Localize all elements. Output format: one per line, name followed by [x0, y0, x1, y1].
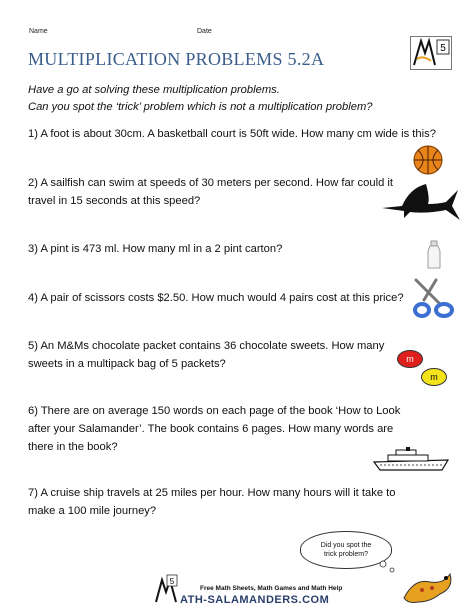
page-title: MULTIPLICATION PROBLEMS 5.2A: [28, 49, 325, 69]
intro-line-1: Have a go at solving these multiplication problems.: [28, 84, 280, 96]
salamander-icon: [400, 568, 456, 608]
bubble-line-2: trick problem?: [324, 551, 368, 558]
question-3: 3) A pint is 473 ml. How many ml in a 2 pint carton?: [28, 243, 283, 255]
footer-logo-number: 5: [169, 577, 175, 586]
scissors-icon: [410, 276, 458, 320]
salamander-logo-icon: [411, 37, 451, 69]
date-label: Date: [197, 28, 212, 35]
question-2: 2) A sailfish can swim at speeds of 30 meters per second. How far could it travel in 15 seconds at this speed?: [28, 177, 394, 207]
logo: [410, 36, 452, 70]
question-4: 4) A pair of scissors costs $2.50. How much would 4 pairs cost at this price?: [28, 292, 404, 304]
cruise-ship-icon: [372, 446, 452, 472]
question-1: 1) A foot is about 30cm. A basketball court is 50ft wide. How many cm wide is this?: [28, 128, 436, 140]
footer-site-name: ATH-SALAMANDERS.COM: [180, 594, 330, 606]
footer-tagline: Free Math Sheets, Math Games and Math Help: [200, 585, 343, 592]
bubble-line-1: Did you spot the: [320, 542, 372, 549]
basketball-icon: [412, 144, 444, 176]
sailfish-icon: [380, 180, 462, 226]
question-7: 7) A cruise ship travels at 25 miles per hour. How many hours will it take to make a 100 mile journey?: [28, 487, 396, 517]
footer-logo-icon: [154, 574, 180, 604]
question-6: 6) There are on average 150 words on each page of the book ‘How to Look after your Salamander’. The book contains 6 pages. How many words are there in the book?: [28, 405, 401, 453]
intro-line-2: Can you spot the ‘trick’ problem which is not a multiplication problem?: [28, 101, 373, 113]
bubble-tail-icon: [378, 560, 400, 574]
milk-bottle-icon: [426, 240, 442, 270]
question-5: 5) An M&Ms chocolate packet contains 36 chocolate sweets. How many sweets in a multipack bag of 5 packets?: [28, 340, 385, 370]
red-candy: m: [397, 350, 423, 368]
yellow-candy: m: [421, 368, 447, 386]
logo-number: 5: [440, 43, 446, 54]
name-label: Name: [29, 28, 48, 35]
